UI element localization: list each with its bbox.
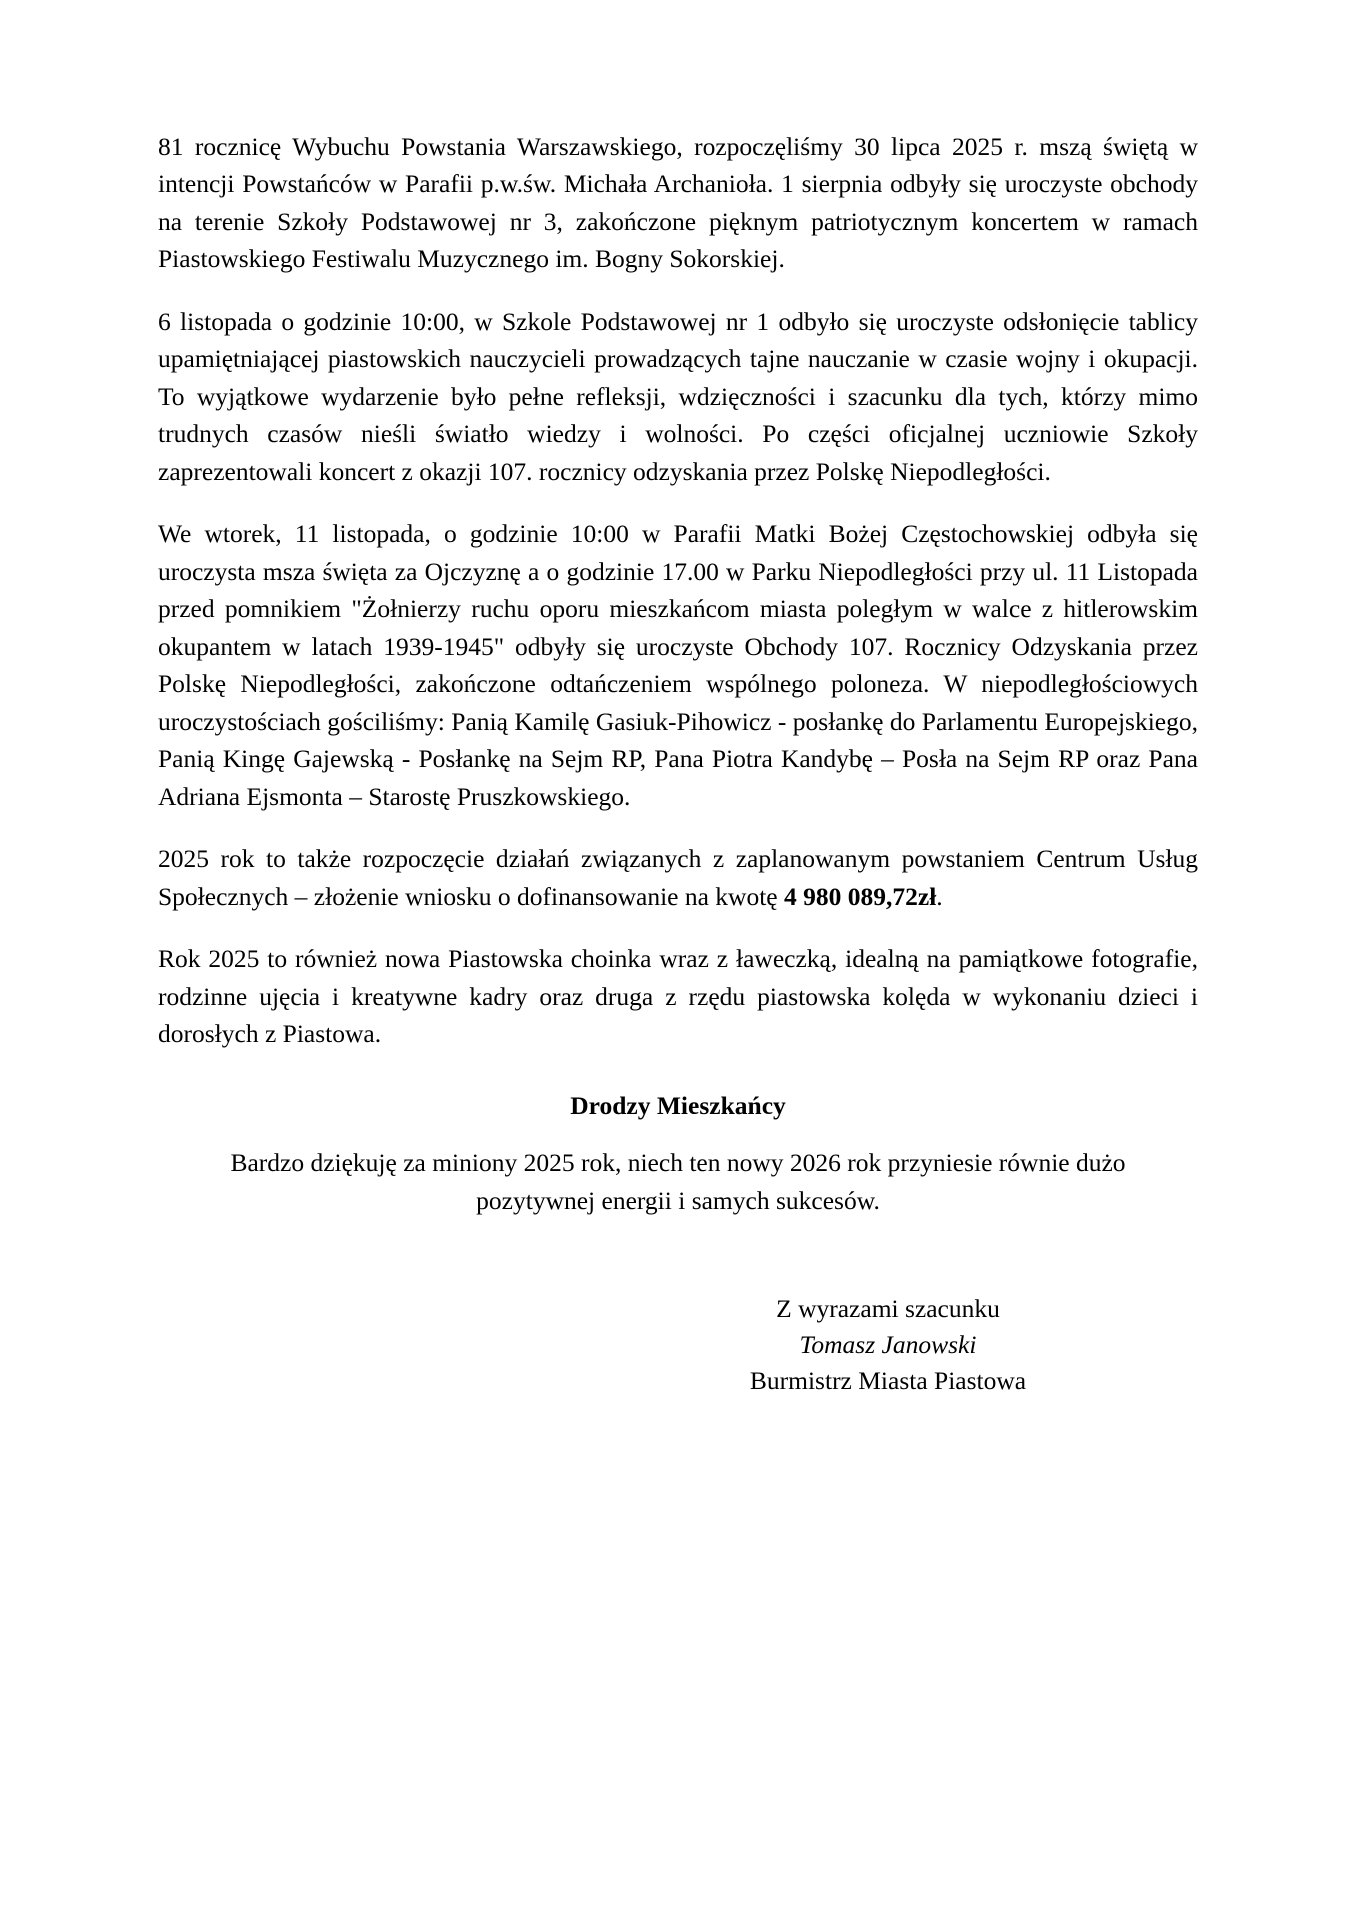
funding-text-after: . xyxy=(936,881,943,911)
funding-amount: 4 980 089,72zł xyxy=(784,881,937,911)
closing-wishes: Bardzo dziękuję za miniony 2025 rok, niech ten nowy 2026 rok przyniesie równie dużo pozytywnej energii i samych sukcesów. xyxy=(230,1148,1126,1216)
signature-closing-phrase: Z wyrazami szacunku xyxy=(776,1293,1000,1323)
paragraph-last: Rok 2025 to również nowa Piastowska choinka wraz z ławeczką, idealną na pamiątkowe fotografie, rodzinne ujęcia i kreatywne kadry oraz druga z rzędu piastowska kolęda w wykonaniu dzieci i dorosłych z Piastowa. xyxy=(158,944,1198,1049)
signature-name: Tomasz Janowski xyxy=(799,1329,977,1359)
paragraph-funding xyxy=(158,840,1198,915)
paragraph-3: We wtorek, 11 listopada, o godzinie 10:00 w Parafii Matki Bożej Częstochowskiej odbyła się uroczysta msza święta za Ojczyznę a o godzinie 17.00 w Parku Niepodległości przy ul. 11 Listopada przed pomnikiem "Żołnierzy ruchu oporu mieszkańcom miasta poległym w walce z hitlerowskim okupantem w latach 1939-1945" odbyły się uroczyste Obchody 107. Rocznicy Odzyskania przez Polskę Niepodległości, zakończone odtańczeniem wspólnego poloneza. W niepodległościowych uroczystościach gościliśmy: Panią Kamilę Gasiuk-Pihowicz - posłankę do Parlamentu Europejskiego, Panią Kingę Gajewską - Posłankę na Sejm RP, Pana Piotra Kandybę – Posła na Sejm RP oraz Pana Adriana Ejsmonta – Starostę Pruszkowskiego. xyxy=(158,519,1198,811)
funding-text-before: 2025 rok to także rozpoczęcie działań związanych z zaplanowanym powstaniem Centrum Usług Społecznych – złożenie wniosku o dofinansowanie na kwotę xyxy=(158,844,1198,911)
paragraph-2: 6 listopada o godzinie 10:00, w Szkole Podstawowej nr 1 odbyło się uroczyste odsłonięcie tablicy upamiętniającej piastowskich nauczycieli prowadzących tajne nauczanie w czasie wojny i okupacji. To wyjątkowe wydarzenie było pełne refleksji, wdzięczności i szacunku dla tych, którzy mimo trudnych czasów nieśli światło wiedzy i wolności. Po części oficjalnej uczniowie Szkoły zaprezentowali koncert z okazji 107. rocznicy odzyskania przez Polskę Niepodległości. xyxy=(158,306,1198,486)
salutation: Drodzy Mieszkańcy xyxy=(570,1090,786,1120)
paragraph-1: 81 rocznicę Wybuchu Powstania Warszawskiego, rozpoczęliśmy 30 lipca 2025 r. mszą świętą w intencji Powstańców w Parafii p.w.św. Michała Archanioła. 1 sierpnia odbyły się uroczyste obchody na terenie Szkoły Podstawowej nr 3, zakończone pięknym patriotycznym koncertem w ramach Piastowskiego Festiwalu Muzycznego im. Bogny Sokorskiej. xyxy=(158,132,1198,274)
signature-block xyxy=(158,1291,1198,1400)
signature-title: Burmistrz Miasta Piastowa xyxy=(749,1366,1027,1396)
document-body xyxy=(158,128,1198,1399)
